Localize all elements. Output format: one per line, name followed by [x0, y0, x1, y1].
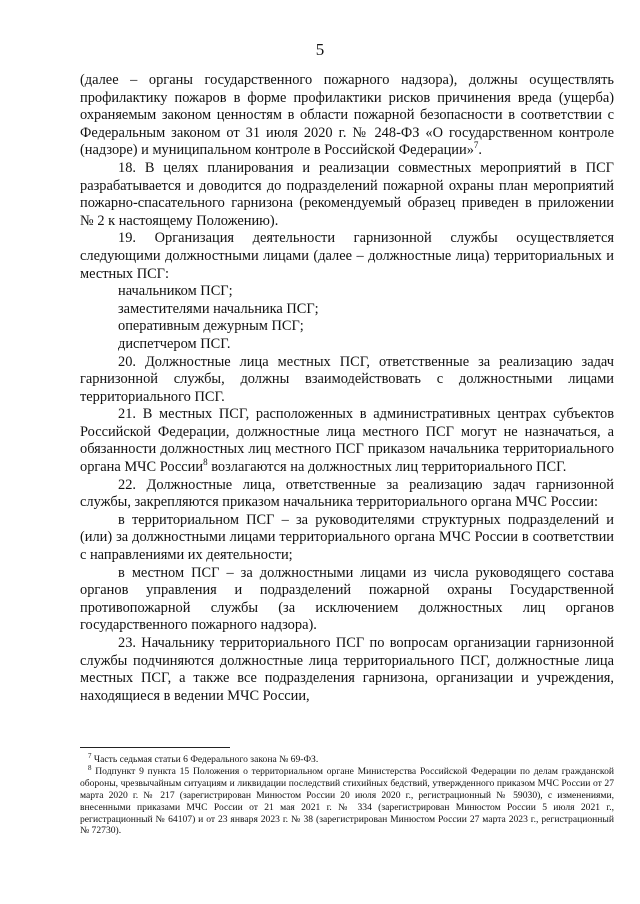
- footnote-separator: [80, 747, 230, 748]
- paragraph-22-territorial: в территориальном ПСГ – за руководителями структурных подразделений и (или) за должностными лицами территориального органа МЧС России в соответствии с направлениями их деятельности;: [80, 511, 614, 564]
- paragraph-21: [80, 406, 614, 476]
- paragraph-text: 21. В местных ПСГ, расположенных в административных центрах субъектов Российской Федерации, должностные лица местного ПСГ могут не назначаться, а обязанности должностных лиц местного ПСГ приказом начальника территориального органа МЧС России: [80, 406, 614, 476]
- footnote-text: Часть седьмая статьи 6 Федерального закона № 69-ФЗ.: [91, 754, 319, 765]
- paragraph-22: 22. Должностные лица, ответственные за реализацию задач гарнизонной службы, закрепляются приказом начальника территориального органа МЧС России:: [80, 476, 614, 511]
- footnote-7: [80, 751, 614, 766]
- footnote-text: Подпункт 9 пункта 15 Положения о территориальном органе Министерства Российской Федерации по делам гражданской обороны, чрезвычайным ситуациям и ликвидации последствий стихийных бедствий, утвержденного приказом МЧС России от 27 марта 2020 г. № 217 (зарегистрирован Минюстом России 20 июля 2020 г., регистрационный № 59030), с изменениями, внесенными приказами МЧС России от 21 мая 2021 г. № 334 (зарегистрирован Минюстом России 5 июля 2021 г., регистрационный № 64107) и от 23 января 2023 г. № 38 (зарегистрирован Минюстом России 27 марта 2023 г., регистрационный № 72730).: [80, 765, 614, 837]
- paragraph-22-local: в местном ПСГ – за должностными лицами из числа руководящего состава органов управления и подразделений пожарной охраны Государственной противопожарной службы (за исключением должностных лиц органов государственного пожарного надзора).: [80, 564, 614, 634]
- list-item-deputies: заместителями начальника ПСГ;: [118, 300, 319, 317]
- list-item-duty-officer: оперативным дежурным ПСГ;: [118, 318, 304, 335]
- paragraph-20: 20. Должностные лица местных ПСГ, ответственные за реализацию задач гарнизонной службы, должны взаимодействовать с должностными лицами территориального ПСГ.: [80, 353, 614, 405]
- paragraph-23: 23. Начальнику территориального ПСГ по вопросам организации гарнизонной службы подчиняются должностные лица территориального ПСГ, должностные лица местных ПСГ, а также все подразделения гарнизона, организации и учреждения, находящиеся в ведении МЧС России,: [80, 635, 614, 704]
- body-text: [80, 72, 614, 705]
- footnote-8: [80, 763, 614, 837]
- paragraph-continuation: [80, 72, 614, 160]
- paragraph-19: 19. Организация деятельности гарнизонной службы осуществляется следующими должностными лицами (далее – должностные лица) территориальных и местных ПСГ:: [80, 230, 614, 282]
- page-number: 5: [315, 40, 325, 59]
- footnote-ref-8[interactable]: 8: [203, 457, 208, 468]
- footnotes: [80, 751, 614, 837]
- footnote-ref-7[interactable]: 7: [473, 140, 479, 151]
- paragraph-tail: .: [478, 142, 483, 159]
- footnote-number: 8: [88, 763, 92, 772]
- list-item-dispatcher: диспетчером ПСГ.: [118, 335, 231, 352]
- paragraph-18: 18. В целях планирования и реализации совместных мероприятий в ПСГ разрабатывается и доводится до подразделений пожарной охраны план мероприятий пожарно-спасательного гарнизона (рекомендуемый образец приведен в приложении № 2 к настоящему Положению).: [80, 159, 614, 229]
- paragraph-text: (далее – органы государственного пожарного надзора), должны осуществлять профилактику пожаров в форме профилактики рисков причинения вреда (ущерба) охраняемым законом ценностям в области пожарной безопасности в соответствии с Федеральным законом от 31 июля 2020 г. № 248-ФЗ «О государственном контроле (надзоре) и муниципальном контроле в Российской Федерации»: [80, 72, 614, 159]
- paragraph-tail: возлагаются на должностных лиц территориального ПСГ.: [207, 459, 567, 476]
- list-item-head: начальником ПСГ;: [118, 283, 233, 300]
- footnote-number: 7: [88, 751, 92, 760]
